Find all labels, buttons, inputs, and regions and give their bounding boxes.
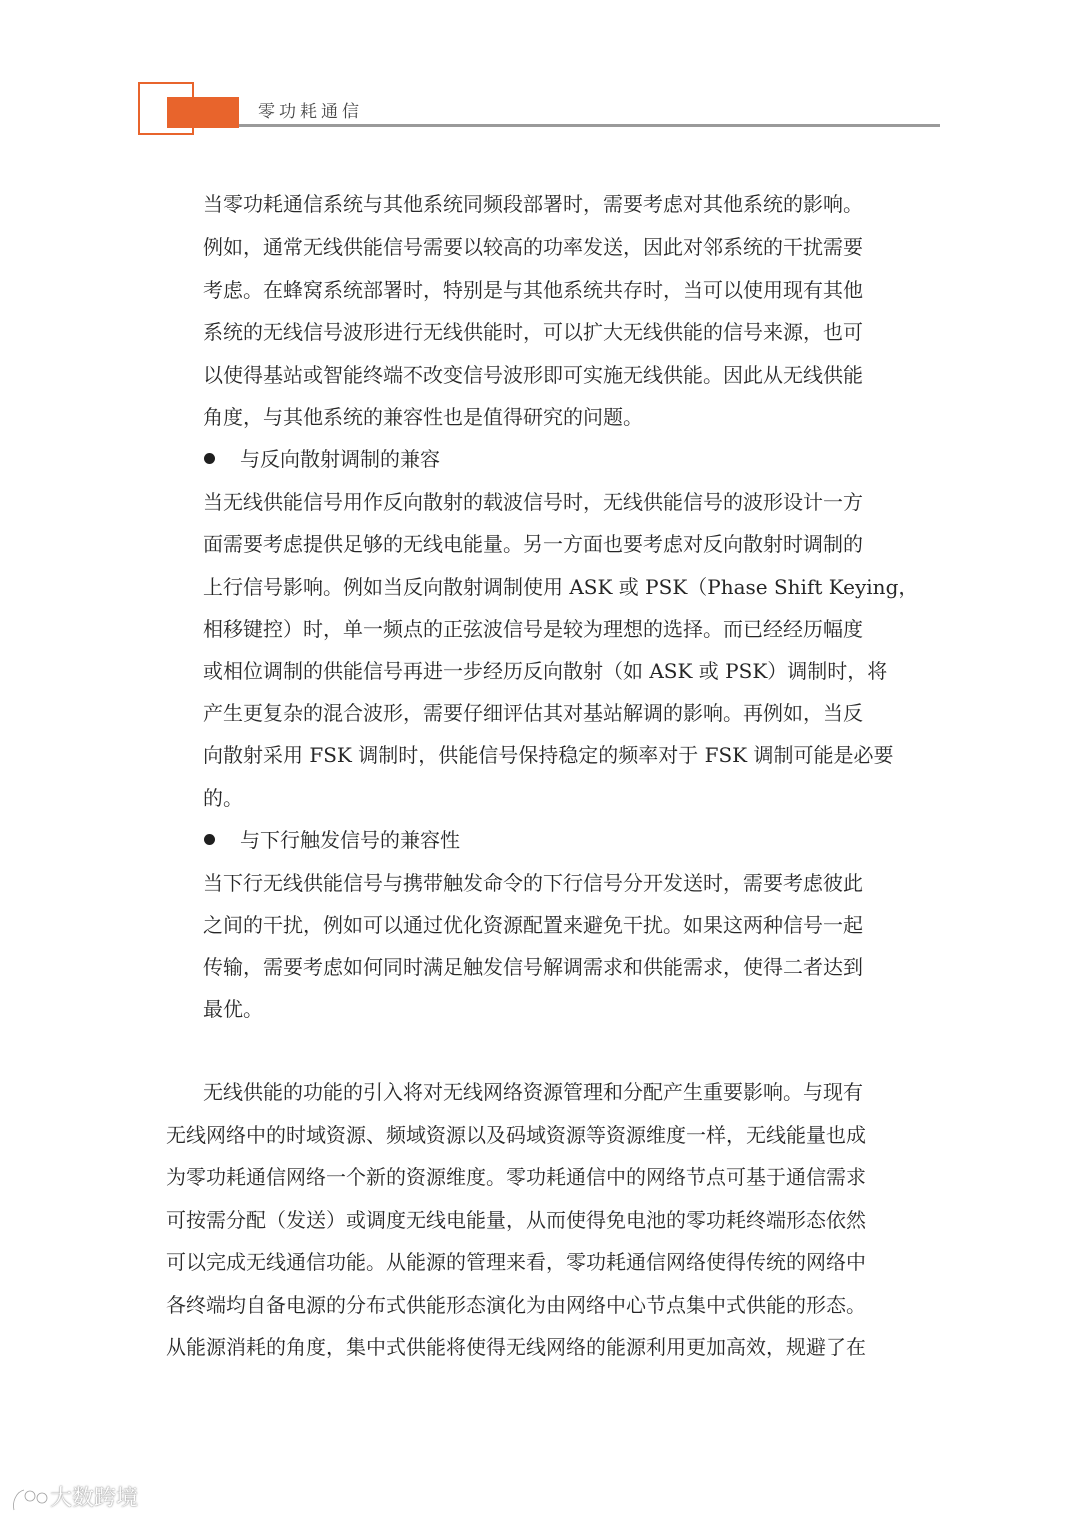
bullet2-line: 之间的干扰，例如可以通过优化资源配置来避免干扰。如果这两种信号一起 [203,913,863,937]
paragraph2-line: 从能源消耗的角度，集中式供能将使得无线网络的能源利用更加高效，规避了在 [166,1335,866,1359]
bullet-dot-icon [204,453,215,464]
paragraph1-line: 角度，与其他系统的兼容性也是值得研究的问题。 [203,405,643,429]
paragraph1-line: 考虑。在蜂窝系统部署时，特别是与其他系统共存时，当可以使用现有其他 [203,278,863,302]
header-rule [239,124,940,127]
paragraph2-line: 无线供能的功能的引入将对无线网络资源管理和分配产生重要影响。与现有 [203,1080,863,1104]
bullet1-line: 当无线供能信号用作反向散射的载波信号时，无线供能信号的波形设计一方 [203,490,863,514]
header-accent-block [167,97,239,128]
paragraph1-line: 当零功耗通信系统与其他系统同频段部署时，需要考虑对其他系统的影响。 [203,192,863,216]
bullet1-line: 面需要考虑提供足够的无线电能量。另一方面也要考虑对反向散射时调制的 [203,532,863,556]
bullet1-line: 产生更复杂的混合波形，需要仔细评估其对基站解调的影响。再例如，当反 [203,701,863,725]
bullet1-line: 向散射采用 FSK 调制时，供能信号保持稳定的频率对于 FSK 调制可能是必要 [203,743,894,767]
bullet-heading: 与反向散射调制的兼容 [240,447,440,471]
bullet-dot-icon [204,834,215,845]
bullet1-line: 的。 [203,786,243,810]
running-header-title: 零功耗通信 [258,102,363,122]
paragraph1-line: 例如，通常无线供能信号需要以较高的功率发送，因此对邻系统的干扰需要 [203,235,863,259]
bullet1-line: 相移键控）时，单一频点的正弦波信号是较为理想的选择。而已经经历幅度 [203,617,863,641]
bullet2-line: 最优。 [203,997,263,1021]
paragraph1-line: 系统的无线信号波形进行无线供能时，可以扩大无线供能的信号来源，也可 [203,320,863,344]
paragraph1-line: 以使得基站或智能终端不改变信号波形即可实施无线供能。因此从无线供能 [203,363,863,387]
paragraph2-line: 各终端均自备电源的分布式供能形态演化为由网络中心节点集中式供能的形态。 [166,1293,866,1317]
paragraph2-line: 为零功耗通信网络一个新的资源维度。零功耗通信中的网络节点可基于通信需求 [166,1165,866,1189]
bullet1-line: 上行信号影响。例如当反向散射调制使用 ASK 或 PSK（Phase Shift Keying， [203,575,919,599]
watermark-text: 大数跨境 [50,1486,139,1511]
bullet-heading: 与下行触发信号的兼容性 [240,828,460,852]
bullet2-line: 当下行无线供能信号与携带触发命令的下行信号分开发送时，需要考虑彼此 [203,871,863,895]
paragraph2-line: 可按需分配（发送）或调度无线电能量，从而使得免电池的零功耗终端形态依然 [166,1208,866,1232]
paragraph2-line: 无线网络中的时域资源、频域资源以及码域资源等资源维度一样，无线能量也成 [166,1123,866,1147]
paragraph2-line: 可以完成无线通信功能。从能源的管理来看，零功耗通信网络使得传统的网络中 [166,1250,866,1274]
bullet1-line: 或相位调制的供能信号再进一步经历反向散射（如 ASK 或 PSK）调制时，将 [203,659,888,683]
bullet2-line: 传输，需要考虑如何同时满足触发信号解调需求和供能需求，使得二者达到 [203,955,863,979]
